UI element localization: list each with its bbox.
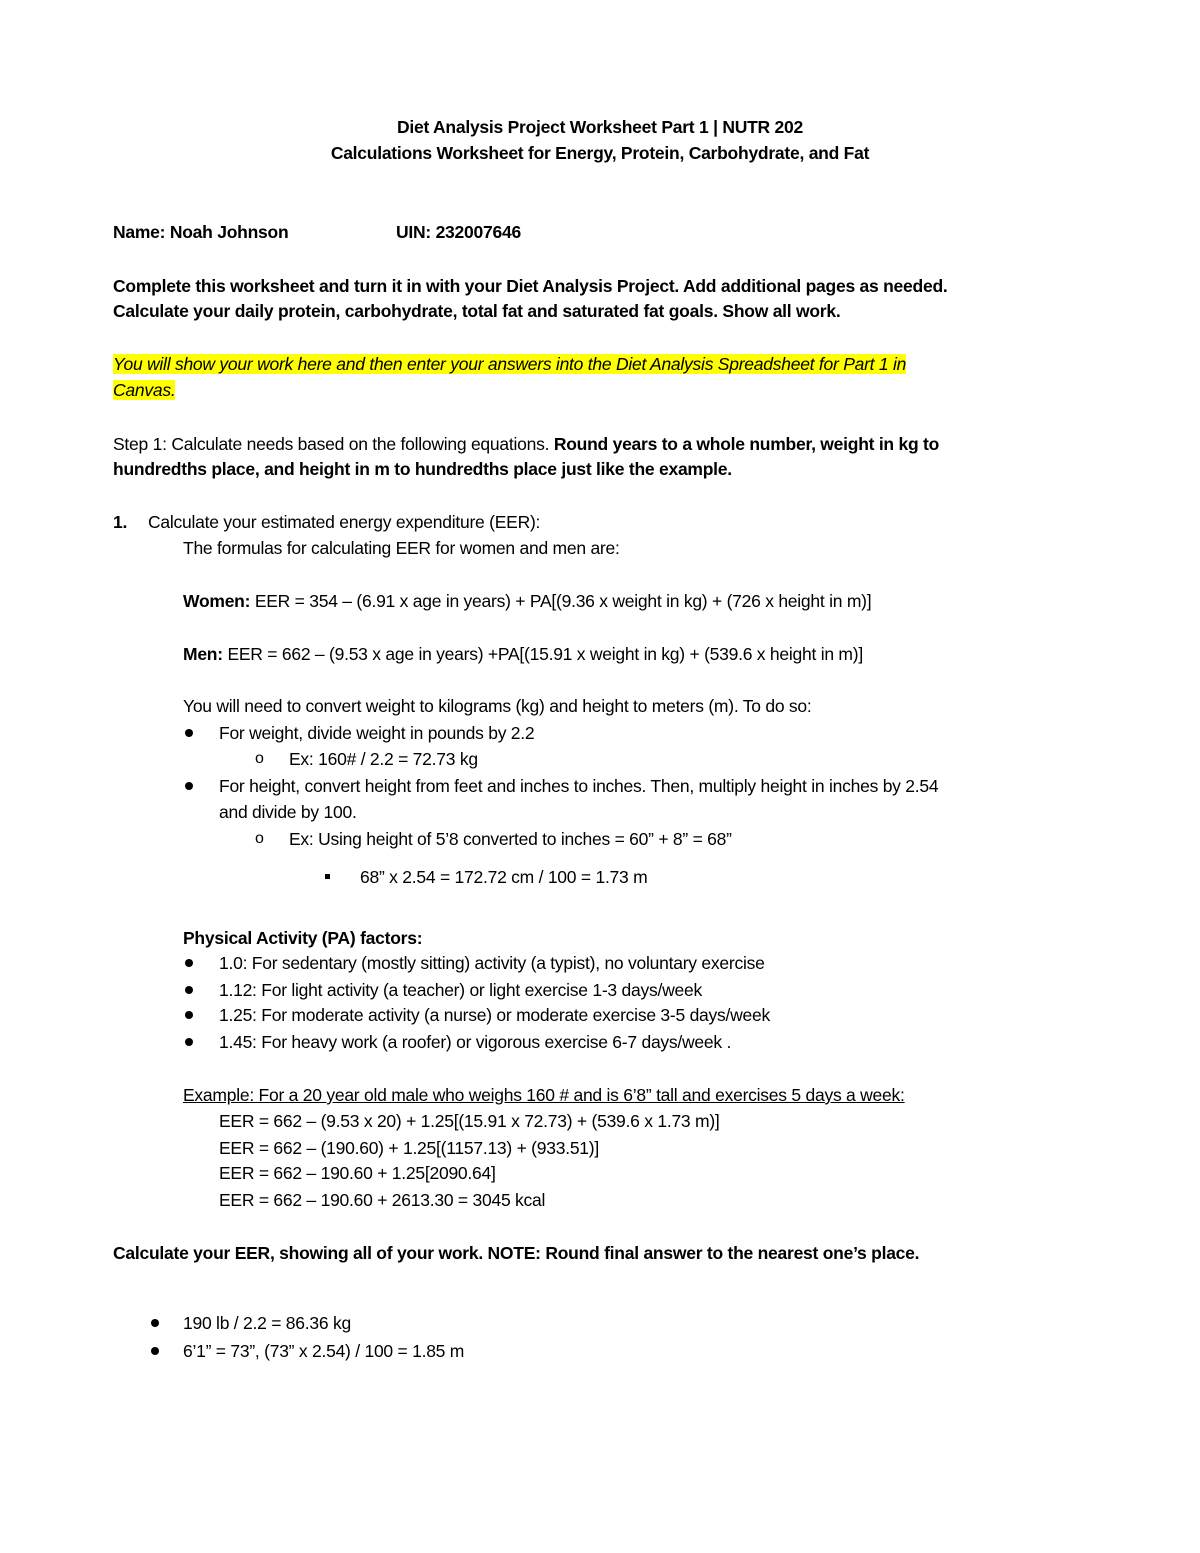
section-title: Calculate your estimated energy expenditure (EER): — [148, 512, 541, 532]
men-equation: EER = 662 – (9.53 x age in years) +PA[(15.91 x weight in kg) + (539.6 x height in m)] — [222, 644, 863, 664]
calculation-prompt: Calculate your EER, showing all of your work. NOTE: Round final answer to the nearest one’s place. — [113, 1243, 920, 1263]
bullet-icon — [151, 1347, 159, 1355]
highlighted-note-line-1 — [113, 353, 906, 375]
pa-factor: 1.45: For heavy work (a roofer) or vigorous exercise 6-7 days/week . — [219, 1032, 732, 1052]
student-name: Name: Noah Johnson — [113, 222, 289, 242]
height-bullet-line-1: For height, convert height from feet and inches to inches. Then, multiply height in inches by 2.54 — [219, 776, 939, 796]
men-formula — [183, 643, 863, 665]
women-formula — [183, 590, 871, 612]
document-title: Diet Analysis Project Worksheet Part 1 | NUTR 202 — [397, 117, 803, 137]
bullet-icon — [185, 782, 193, 790]
step1-bold-text: Round years to a whole number, weight in kg to — [553, 434, 940, 454]
bullet-icon — [185, 1038, 193, 1046]
bullet-icon — [185, 1011, 193, 1019]
student-uin: UIN: 232007646 — [396, 222, 521, 242]
bullet-icon — [185, 959, 193, 967]
instructions-line-2: Calculate your daily protein, carbohydrate, total fat and saturated fat goals. Show all work. — [113, 301, 841, 321]
step1-line-2: hundredths place, and height in m to hundredths place just like the example. — [113, 459, 732, 479]
example-line: EER = 662 – (190.60) + 1.25[(1157.13) + (933.51)] — [219, 1138, 599, 1158]
step1-text: Step 1: Calculate needs based on the following equations. — [113, 434, 554, 454]
answer-line: 6’1” = 73”, (73” x 2.54) / 100 = 1.85 m — [183, 1341, 465, 1361]
section-number: 1. — [113, 512, 128, 532]
bullet-icon — [185, 729, 193, 737]
circle-bullet-icon: o — [255, 750, 264, 767]
women-equation: EER = 354 – (6.91 x age in years) + PA[(9.36 x weight in kg) + (726 x height in m)] — [250, 591, 872, 611]
bullet-icon — [151, 1319, 159, 1327]
pa-factor: 1.12: For light activity (a teacher) or light exercise 1-3 days/week — [219, 980, 702, 1000]
men-label: Men: — [183, 644, 223, 664]
height-calculation: 68” x 2.54 = 172.72 cm / 100 = 1.73 m — [360, 867, 648, 887]
square-bullet-icon — [325, 874, 330, 879]
weight-example: Ex: 160# / 2.2 = 72.73 kg — [289, 749, 478, 769]
example-heading: Example: For a 20 year old male who weighs 160 # and is 6’8” tall and exercises 5 days a week: — [183, 1085, 905, 1105]
example-line: EER = 662 – 190.60 + 2613.30 = 3045 kcal — [219, 1190, 546, 1210]
convert-intro: You will need to convert weight to kilograms (kg) and height to meters (m). To do so: — [183, 696, 812, 716]
example-line: EER = 662 – (9.53 x 20) + 1.25[(15.91 x 72.73) + (539.6 x 1.73 m)] — [219, 1111, 720, 1131]
formula-intro: The formulas for calculating EER for women and men are: — [183, 538, 620, 558]
height-bullet-line-2: and divide by 100. — [219, 802, 357, 822]
pa-heading: Physical Activity (PA) factors: — [183, 928, 423, 948]
weight-bullet: For weight, divide weight in pounds by 2.2 — [219, 723, 535, 743]
bullet-icon — [185, 986, 193, 994]
circle-bullet-icon: o — [255, 830, 264, 847]
height-example: Ex: Using height of 5’8 converted to inches = 60” + 8” = 68” — [289, 829, 732, 849]
pa-factor: 1.25: For moderate activity (a nurse) or moderate exercise 3-5 days/week — [219, 1005, 770, 1025]
instructions-line-1: Complete this worksheet and turn it in with your Diet Analysis Project. Add additional pages as needed. — [113, 276, 948, 296]
pa-factor: 1.0: For sedentary (mostly sitting) activity (a typist), no voluntary exercise — [219, 953, 765, 973]
women-label: Women: — [183, 591, 251, 611]
example-line: EER = 662 – 190.60 + 1.25[2090.64] — [219, 1163, 496, 1183]
highlighted-note-line-2 — [113, 379, 175, 401]
step1-line-1 — [113, 433, 939, 455]
highlight-text: You will show your work here and then enter your answers into the Diet Analysis Spreadsheet for Part 1 in — [113, 354, 907, 374]
highlight-text: Canvas. — [113, 380, 176, 400]
answer-line: 190 lb / 2.2 = 86.36 kg — [183, 1313, 351, 1333]
document-subtitle: Calculations Worksheet for Energy, Protein, Carbohydrate, and Fat — [330, 143, 870, 163]
